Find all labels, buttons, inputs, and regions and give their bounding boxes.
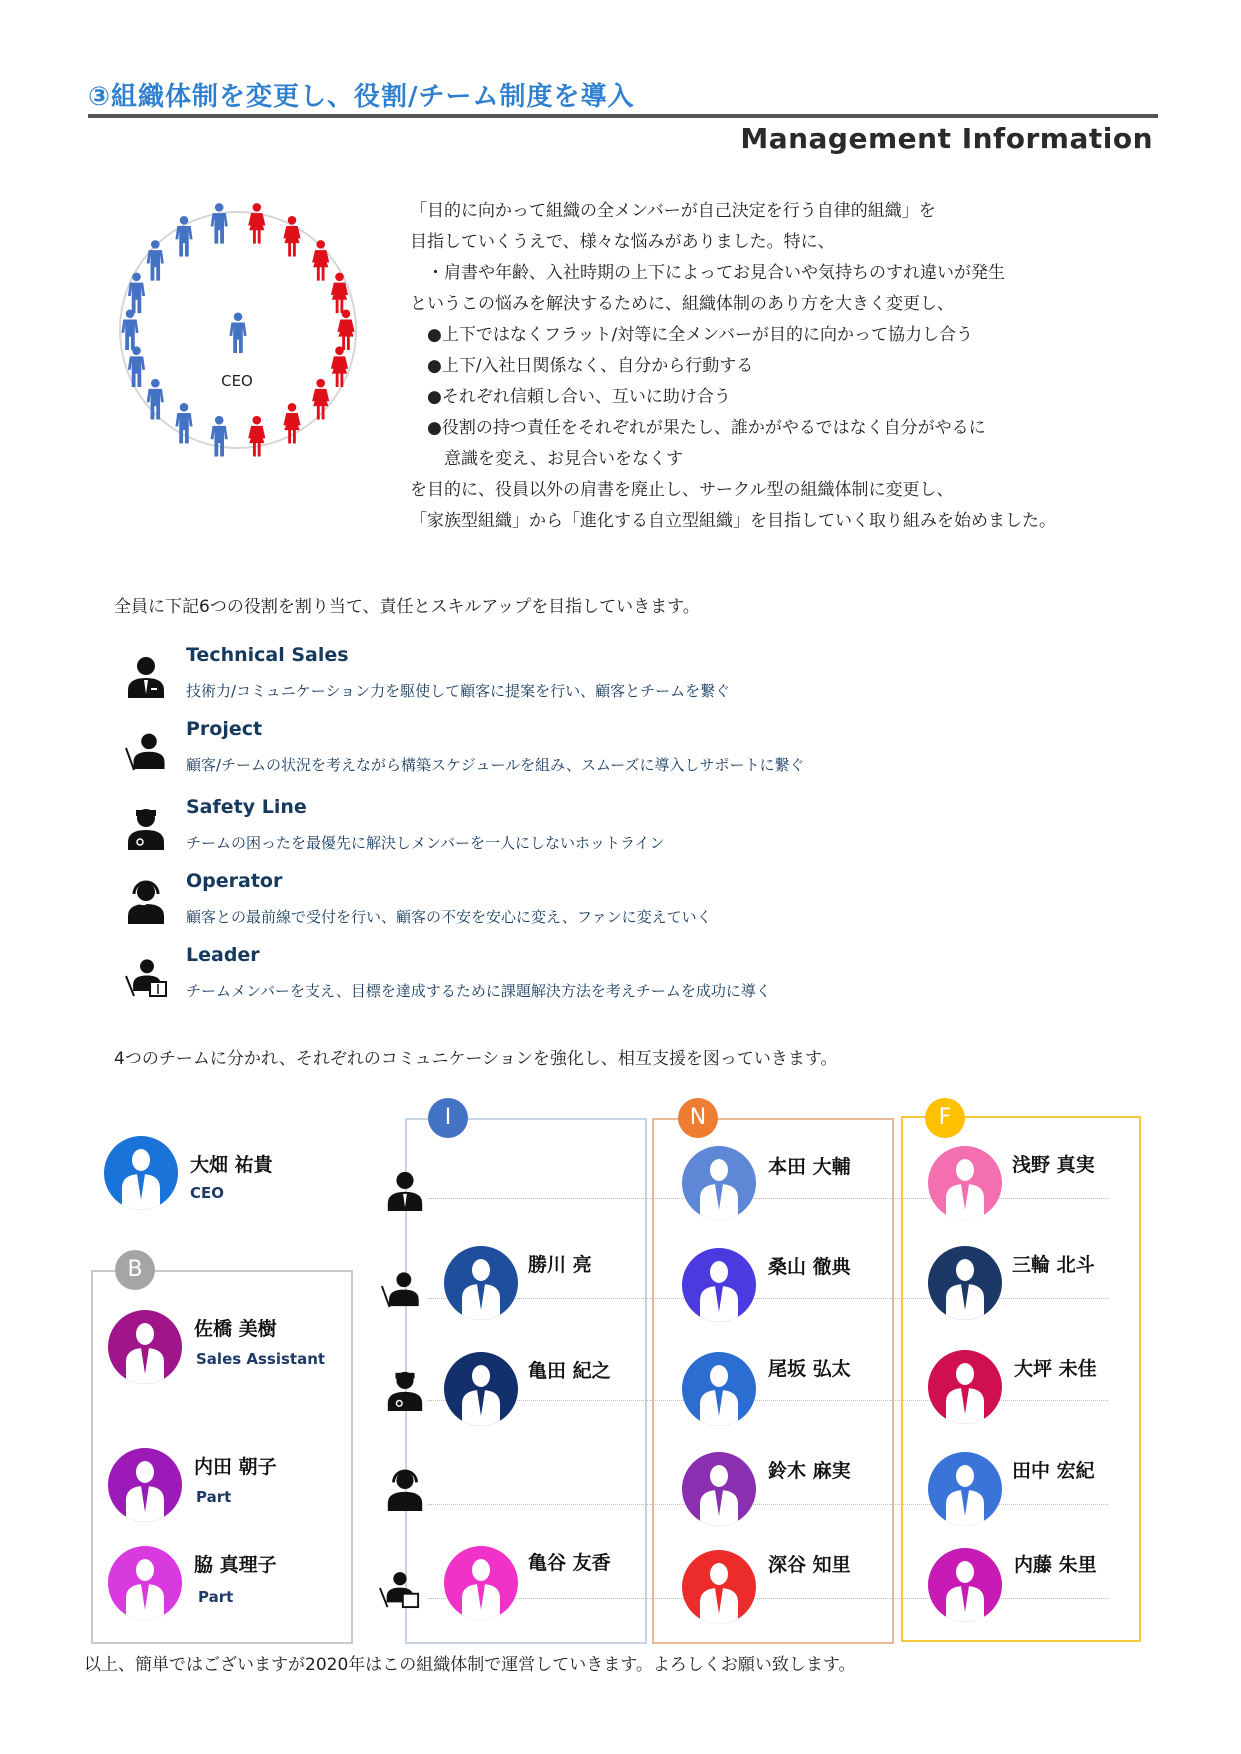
team-b-badge: B bbox=[115, 1250, 155, 1290]
avatar bbox=[108, 1310, 182, 1384]
member-name: 三輪 北斗 bbox=[1012, 1254, 1095, 1276]
member-name: 鈴木 麻実 bbox=[768, 1460, 851, 1482]
female-figure-icon bbox=[248, 416, 265, 457]
member-name: 田中 宏紀 bbox=[1012, 1460, 1095, 1482]
intro-text bbox=[410, 196, 1170, 537]
row-line bbox=[428, 1198, 1108, 1199]
female-figure-icon bbox=[248, 203, 265, 244]
member-name: 脇 真理子 bbox=[194, 1554, 277, 1576]
member-title: Sales Assistant bbox=[196, 1350, 326, 1368]
member-name: 内田 朝子 bbox=[194, 1456, 277, 1478]
intro-line: 目指していくうえで、様々な悩みがありました。特に、 bbox=[410, 232, 835, 252]
avatar bbox=[108, 1546, 182, 1620]
member-name: 亀谷 友香 bbox=[528, 1552, 611, 1574]
row-line bbox=[428, 1504, 1108, 1505]
row-line bbox=[428, 1598, 1108, 1599]
male-figure-icon bbox=[211, 203, 228, 244]
member-title: Part bbox=[198, 1588, 234, 1606]
row-line bbox=[428, 1298, 1108, 1299]
team-n-badge: N bbox=[678, 1098, 718, 1138]
ceo-label: CEO bbox=[221, 372, 253, 390]
headset-person-icon bbox=[384, 1468, 426, 1512]
page-subtitle: Management Information bbox=[740, 122, 1153, 155]
intro-line: ●上下ではなくフラット/対等に全メンバーが目的に向かって協力し合う bbox=[410, 325, 974, 345]
pointer-person-icon bbox=[124, 728, 168, 772]
role-name: Operator bbox=[186, 870, 283, 892]
avatar bbox=[928, 1246, 1002, 1320]
team-i-badge: I bbox=[428, 1098, 468, 1138]
role-desc: チームの困ったを最優先に解決しメンバーを一人にしないホットライン bbox=[186, 834, 665, 852]
roles-intro: 全員に下記6つの役割を割り当て、責任とスキルアップを目指していきます。 bbox=[114, 597, 700, 617]
member-name: 浅野 真実 bbox=[1012, 1154, 1095, 1176]
member-title: Part bbox=[196, 1488, 232, 1506]
role-name: Leader bbox=[186, 944, 260, 966]
ceo-figure-icon bbox=[229, 312, 246, 353]
doctor-person-icon bbox=[124, 806, 168, 850]
tie-person-icon bbox=[124, 654, 168, 698]
avatar bbox=[928, 1350, 1002, 1424]
member-name: 大坪 未佳 bbox=[1014, 1358, 1097, 1380]
intro-line: 「家族型組織」から「進化する自立型組織」を目指していく取り組みを始めました。 bbox=[410, 511, 1056, 531]
member-name: 亀田 紀之 bbox=[528, 1360, 611, 1382]
male-figure-icon bbox=[211, 416, 228, 457]
intro-line: ●役割の持つ責任をそれぞれが果たし、誰かがやるではなく自分がやるに bbox=[410, 418, 986, 438]
ceo-avatar bbox=[104, 1136, 178, 1210]
ceo-title: CEO bbox=[190, 1184, 225, 1202]
page-title: ③組織体制を変更し、役割/チーム制度を導入 bbox=[88, 82, 635, 112]
role-desc: 顧客との最前線で受付を行い、顧客の不安を安心に変え、ファンに変えていく bbox=[186, 908, 712, 926]
avatar bbox=[928, 1146, 1002, 1220]
role-name: Technical Sales bbox=[186, 644, 349, 666]
member-name: 深谷 知里 bbox=[768, 1554, 851, 1576]
role-desc: 技術力/コミュニケーション力を駆使して顧客に提案を行い、顧客とチームを繋ぐ bbox=[186, 682, 731, 700]
headset-person-icon bbox=[124, 880, 168, 924]
avatar bbox=[682, 1146, 756, 1220]
member-name: 桑山 徹典 bbox=[768, 1256, 851, 1278]
title-rule bbox=[88, 114, 1158, 118]
member-name: 勝川 亮 bbox=[528, 1254, 592, 1276]
intro-line: ●上下/入社日関係なく、自分から行動する bbox=[410, 356, 754, 376]
member-name: 尾坂 弘太 bbox=[768, 1358, 851, 1380]
avatar bbox=[682, 1550, 756, 1624]
intro-line: 「目的に向かって組織の全メンバーが自己決定を行う自律的組織」を bbox=[410, 201, 936, 221]
avatar bbox=[928, 1548, 1002, 1622]
avatar bbox=[108, 1448, 182, 1522]
team-f-badge: F bbox=[925, 1098, 965, 1138]
member-name: 佐橋 美樹 bbox=[194, 1318, 277, 1340]
intro-line: ●それぞれ信頼し合い、互いに助け合う bbox=[410, 387, 731, 407]
avatar bbox=[682, 1248, 756, 1322]
circle-org-svg bbox=[100, 200, 390, 490]
circle-org-diagram bbox=[100, 200, 390, 490]
intro-line: を目的に、役員以外の肩書を廃止し、サークル型の組織体制に変更し、 bbox=[410, 480, 954, 500]
row-line bbox=[428, 1400, 1108, 1401]
male-figure-icon bbox=[147, 240, 164, 281]
intro-line: 意識を変え、お見合いをなくす bbox=[410, 449, 684, 469]
avatar bbox=[444, 1546, 518, 1620]
doctor-person-icon bbox=[384, 1368, 426, 1412]
board-person-icon bbox=[378, 1566, 420, 1610]
pointer-person-icon bbox=[380, 1266, 422, 1310]
avatar bbox=[682, 1452, 756, 1526]
male-figure-icon bbox=[128, 273, 145, 314]
teams-intro: 4つのチームに分かれ、それぞれのコミュニケーションを強化し、相互支援を図っていきます。 bbox=[114, 1049, 838, 1069]
female-figure-icon bbox=[331, 273, 348, 314]
member-name: 本田 大輔 bbox=[768, 1156, 851, 1178]
role-name: Project bbox=[186, 718, 263, 740]
female-figure-icon bbox=[312, 240, 329, 281]
intro-line: というこの悩みを解決するために、組織体制のあり方を大きく変更し、 bbox=[410, 294, 954, 314]
female-figure-icon bbox=[337, 309, 354, 350]
role-desc: 顧客/チームの状況を考えながら構築スケジュールを組み、スムーズに導入しサポートに繋ぐ bbox=[186, 756, 805, 774]
role-desc: チームメンバーを支え、目標を達成するために課題解決方法を考えチームを成功に導く bbox=[186, 982, 771, 1000]
avatar bbox=[444, 1352, 518, 1426]
footer-text: 以上、簡単ではございますが2020年はこの組織体制で運営していきます。よろしくお願い致します。 bbox=[84, 1655, 856, 1675]
board-person-icon bbox=[124, 954, 168, 998]
role-name: Safety Line bbox=[186, 796, 307, 818]
avatar bbox=[444, 1246, 518, 1320]
male-figure-icon bbox=[121, 309, 138, 350]
member-name: 内藤 朱里 bbox=[1014, 1554, 1097, 1576]
avatar bbox=[682, 1352, 756, 1426]
tie-person-icon bbox=[384, 1168, 426, 1212]
intro-line: ・肩書や年齢、入社時期の上下によってお見合いや気持ちのすれ違いが発生 bbox=[410, 263, 1005, 283]
avatar bbox=[928, 1452, 1002, 1526]
ceo-name: 大畑 祐貴 bbox=[190, 1154, 273, 1176]
